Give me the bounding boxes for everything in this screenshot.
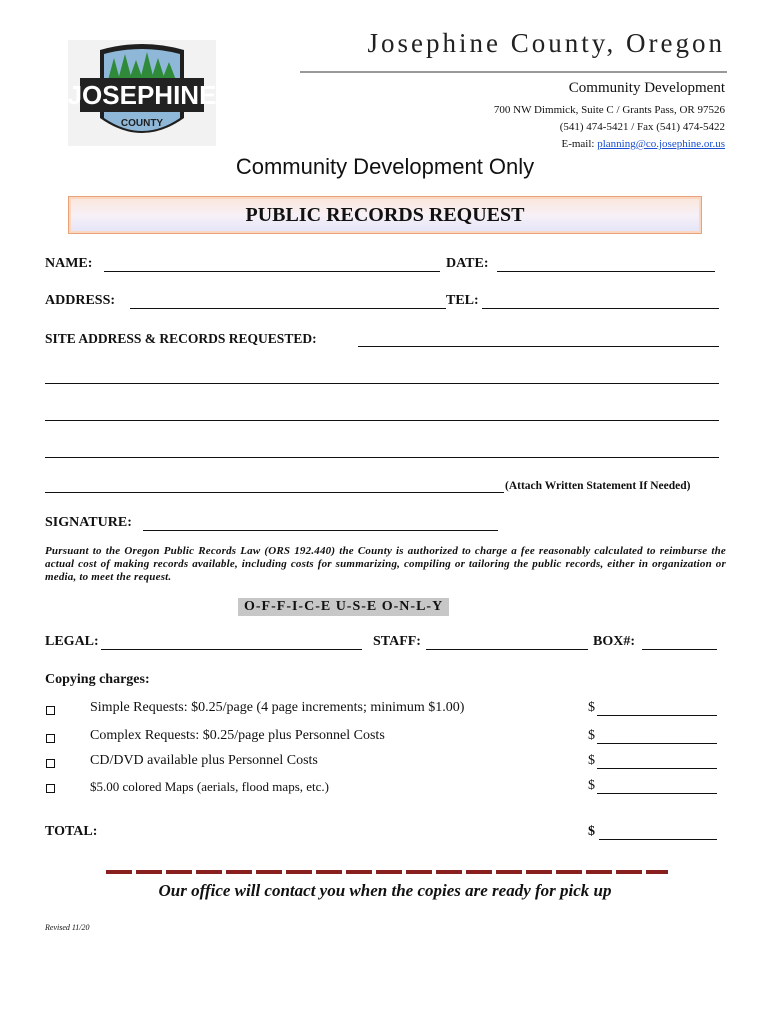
name-label: NAME: (45, 256, 93, 271)
cd-dvd-currency: $ (588, 753, 595, 768)
cd-dvd-checkbox[interactable] (46, 759, 55, 768)
signature-field[interactable] (143, 530, 498, 531)
date-label: DATE: (446, 256, 489, 271)
department-name: Community Development (568, 80, 725, 96)
complex-requests-currency: $ (588, 728, 595, 743)
revision-date: Revised 11/20 (45, 923, 90, 932)
office-use-only-heading: O-F-F-I-C-E U-S-E O-N-L-Y (238, 598, 449, 616)
date-field[interactable] (497, 271, 715, 272)
legal-label: LEGAL: (45, 634, 99, 649)
colored-maps-label: $5.00 colored Maps (aerials, flood maps, etc.) (90, 779, 329, 794)
logo-badge-icon (68, 40, 216, 146)
header-divider (300, 71, 727, 73)
colored-maps-amount-field[interactable] (597, 793, 717, 794)
email-prefix: E-mail: (561, 138, 598, 150)
department-address: 700 NW Dimmick, Suite C / Grants Pass, OR 97526 (493, 104, 725, 116)
box-field[interactable] (642, 649, 717, 650)
site-address-label: SITE ADDRESS & RECORDS REQUESTED: (45, 331, 317, 346)
dashed-divider (106, 870, 668, 874)
logo-wordmark: JOSEPHINE (68, 80, 216, 110)
department-email-line (561, 138, 725, 150)
pickup-notice: Our office will contact you when the copies are ready for pick up (158, 881, 612, 900)
cd-dvd-amount-field[interactable] (597, 768, 717, 769)
records-requested-line-4[interactable] (45, 492, 504, 493)
form-title-banner (68, 196, 702, 234)
email-link[interactable]: planning@co.josephine.or.us (597, 138, 725, 150)
total-amount-field[interactable] (599, 839, 717, 840)
box-label: BOX#: (593, 634, 635, 649)
form-title: PUBLIC RECORDS REQUEST (245, 203, 525, 226)
staff-label: STAFF: (373, 634, 421, 649)
cd-dvd-label: CD/DVD available plus Personnel Costs (90, 753, 318, 768)
department-phone: (541) 474-5421 / Fax (541) 474-5422 (559, 121, 725, 133)
total-currency: $ (588, 824, 595, 839)
name-field[interactable] (104, 271, 440, 272)
simple-requests-checkbox[interactable] (46, 706, 55, 715)
complex-requests-label: Complex Requests: $0.25/page plus Personnel Costs (90, 728, 385, 743)
legal-notice: Pursuant to the Oregon Public Records Law (ORS 192.440) the County is authorized to charge a fee reasonably calculated to reimburse the actual cost of making records available, including costs for summarizing, compiling or tailoring the public records, either in organization or media, to meet the request. (45, 545, 726, 583)
address-field[interactable] (130, 308, 446, 309)
logo-subtext: COUNTY (120, 118, 164, 129)
complex-requests-amount-field[interactable] (597, 743, 717, 744)
josephine-county-logo (68, 40, 216, 146)
total-label: TOTAL: (45, 824, 98, 839)
site-address-field[interactable] (358, 346, 719, 347)
community-development-only-notice: Community Development Only (235, 154, 535, 179)
tel-label: TEL: (446, 293, 479, 308)
simple-requests-label: Simple Requests: $0.25/page (4 page increments; minimum $1.00) (90, 700, 465, 715)
simple-requests-currency: $ (588, 700, 595, 715)
county-title: Josephine County, Oregon (367, 28, 725, 58)
complex-requests-checkbox[interactable] (46, 734, 55, 743)
copying-charges-label: Copying charges: (45, 672, 150, 687)
signature-label: SIGNATURE: (45, 515, 132, 530)
records-requested-line-3[interactable] (45, 457, 719, 458)
tel-field[interactable] (482, 308, 719, 309)
address-label: ADDRESS: (45, 293, 116, 308)
colored-maps-currency: $ (588, 778, 595, 793)
colored-maps-checkbox[interactable] (46, 784, 55, 793)
attach-statement-note: (Attach Written Statement If Needed) (505, 480, 691, 492)
records-requested-line-1[interactable] (45, 383, 719, 384)
simple-requests-amount-field[interactable] (597, 715, 717, 716)
legal-field[interactable] (101, 649, 362, 650)
staff-field[interactable] (426, 649, 588, 650)
records-requested-line-2[interactable] (45, 420, 719, 421)
